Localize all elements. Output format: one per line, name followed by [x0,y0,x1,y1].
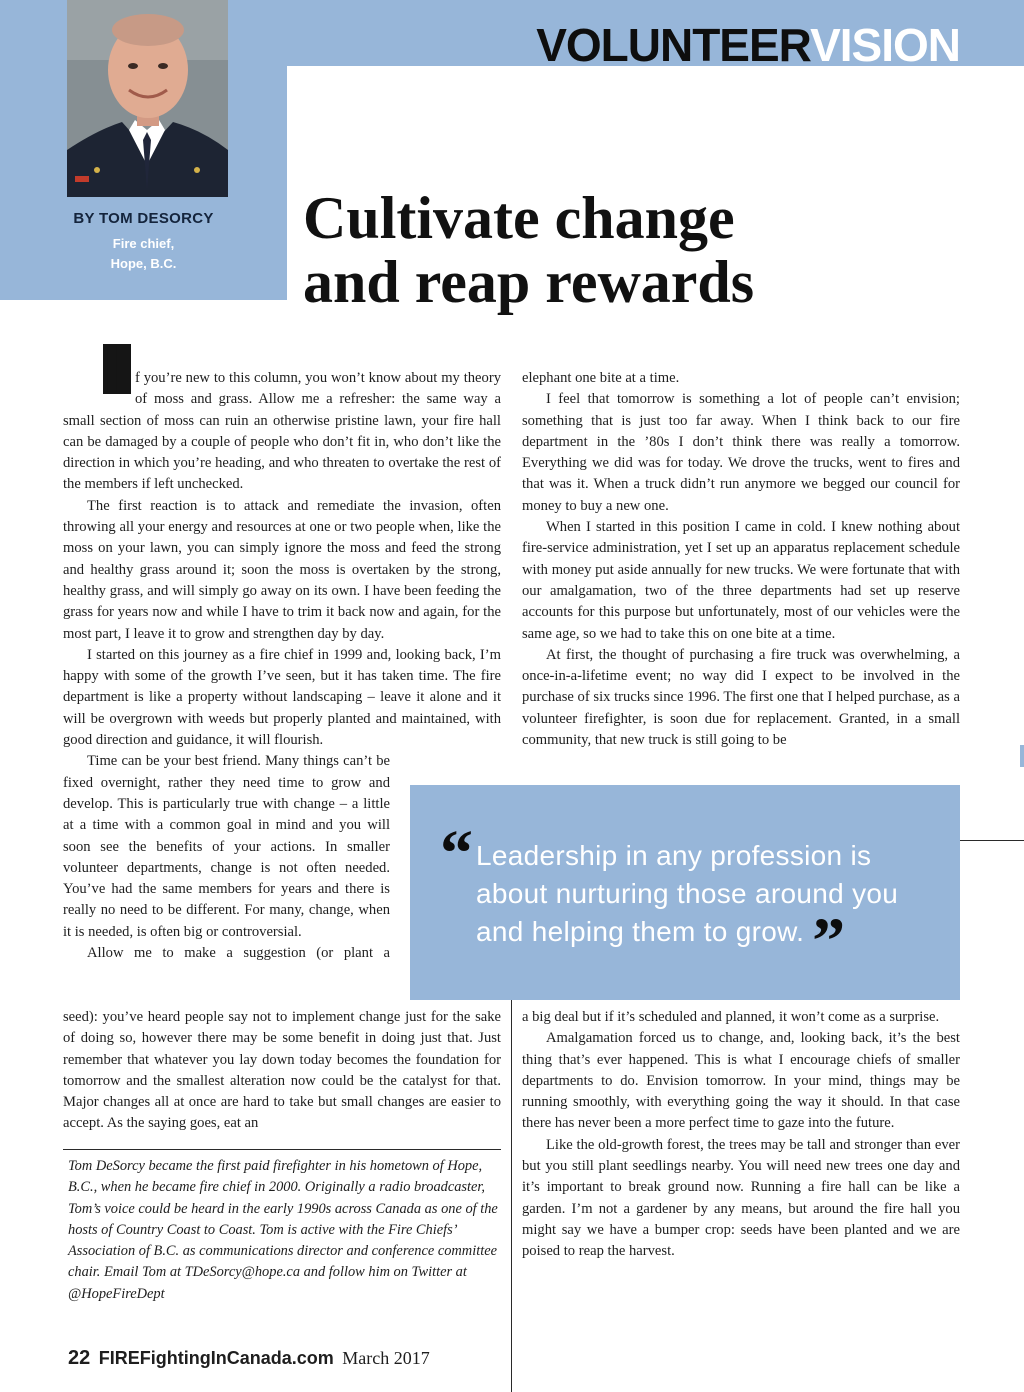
paragraph-2: The first reaction is to attack and remediate the invasion, often throwing all your energy and resources at one or two people when, like the moss on your lawn, you can simply ignore the moss and feed the strong and healthy grass around it; soon the moss is overtaken by the strong, healthy grass, and will simply go away on its own. I have been feeding the grass for years now and while I have to trim it back now and again, for the most part, I leave it to grow and strengthen day by day. [63,497,501,642]
pull-quote [410,785,960,1000]
body-column-1-bottom [63,1007,501,1135]
open-quote-mark: “ [440,817,473,890]
author-title: Fire chief, [112,236,175,251]
close-quote-mark: ” [812,905,846,978]
author-location: Hope, B.C. [110,256,177,271]
headline-line-2: and reap rewards [303,249,755,315]
paragraph-col2-5: a big deal but if it’s scheduled and planned, it won’t come as a surprise. [522,1009,940,1025]
masthead-vision: VISION [810,22,960,66]
paragraph-col2-4: At first, the thought of purchasing a fire truck was overwhelming, a once-in-a-lifetime event; no way did I expect to be involved in the purchase of six trucks since 1996. The first one that I helped purchase, as a volunteer firefighter, is soon due for replacement. Granted, in a small community, that new truck is still going to be [522,646,960,749]
masthead-volunteer: VOLUNTEER [536,22,811,66]
pull-quote-text: Leadership in any profession is about nurturing those around you and helping them to grow. [476,840,899,947]
paragraph-3: I started on this journey as a fire chief in 1999 and, looking back, I’m happy with some of the growth I’ve seen, but it has taken time. The fire department is like a property without landscaping – leave it alone and it will be overgrown with weeds but properly planted and maintained, with good direction and guidance, it will flourish. [63,646,501,749]
author-bio: Tom DeSorcy became the first paid firefighter in his hometown of Hope, B.C., when he became fire chief in 2000. Originally a radio broadcaster, Tom’s voice could be heard in the early 1990s across Canada as one of the hosts of Country Coast to Coast. Tom is active with the Fire Chiefs’ Association of B.C. as communications director and conference committee chair. Email Tom at TDeSorcy@hope.ca and follow him on Twitter at @HopeFireDept [68,1158,498,1302]
paragraph-col2-2: I feel that tomorrow is something a lot of people can’t envision; something that is just too far away. When I think back to our fire department in the ’80s I don’t think there was really a tomorrow. Everything we did was for today. We drove the trucks, went to fires and that was it. When a truck didn’t run anymore we begged our council for money to buy a new one. [522,391,960,514]
bio-divider [63,1149,501,1150]
column-divider [511,1000,512,1392]
paragraph-1-text: f you’re new to this column, you won’t know about my theory of moss and grass. Allow me a refresher: the same way a small section of moss can ruin an otherwise pristine lawn, your fire hall can be damaged by a couple of people who don’t fit in, who don’t like the direction in which you’re heading, and who threaten to overtake the rest of the members if left unchecked. [63,370,501,493]
paragraph-1 [63,344,501,496]
column-masthead [536,22,960,66]
article-headline [303,186,1003,314]
byline: BY TOM DESORCY [73,210,214,227]
page-edge-mark [1020,745,1024,767]
body-column-2-bottom [522,1007,960,1263]
paragraph-4: Time can be your best friend. Many things can’t be fixed overnight, rather they need time to grow and develop. This is particularly true with change – a little at a time with a common goal in mind and you will soon see the benefits of your actions. In smaller volunteer departments, change is not often needed. You’ve had the same members for years and there is really no need to be different. For many, change, when it is needed, is often big or controversial. [63,753,390,940]
author-role [0,234,287,274]
body-column-1-narrow [63,751,390,964]
page-number: 22 [68,1347,91,1369]
author-photo [67,0,228,197]
page-footer [68,1346,430,1370]
pull-quote-body [476,837,916,978]
paragraph-col2-1: elephant one bite at a time. [522,370,680,386]
page-edge-rule [960,840,1024,841]
website-link[interactable]: FIREFightingInCanada.com [98,1348,334,1368]
paragraph-col2-7: Like the old-growth forest, the trees may be tall and stronger than ever but you still plant seedlings nearby. You will need new trees one day and it’s important to break ground now. Running a fire hall can be like a garden. I’m not a gardener by any means, but around the fire hall you might say we have a bumper crop: seeds have been planted and we are poised to reap the harvest. [522,1136,960,1260]
headline-line-1: Cultivate change [303,185,735,251]
paragraph-col2-6: Amalgamation forced us to change, and, looking back, it’s the best thing that’s ever happened. This is what I encourage chiefs of smaller departments to do. Envision tomorrow. In your mind, things may be running smoothly, with everything going the way it should. In that case there has never been a more perfect time to gaze into the future. [522,1030,960,1132]
body-column-2 [522,368,960,751]
drop-cap: I [103,344,131,394]
paragraph-col2-3: When I started in this position I came in cold. I knew nothing about fire-service administration, yet I set up an apparatus replacement schedule with money put aside annually for new trucks. We were fortunate that with our amalgamation, two of the three departments had set up reserve accounts for this purpose but unfortunately, most of our vehicles were the same age, so we had to take this on one bite at a time. [522,519,960,642]
issue-date: March 2017 [342,1348,430,1368]
paragraph-5-continued: seed): you’ve heard people say not to implement change just for the sake of doing so, however there may be some benefit in doing just that. Just remember that whatever you lay down today becomes the foundation for tomorrow and the smallest alteration now could be the catalyst for that. Major changes all at once are hard to take but small changes are easier to accept. As the saying goes, eat an [63,1009,501,1132]
paragraph-5-start: Allow me to make a suggestion (or plant a [87,945,390,962]
